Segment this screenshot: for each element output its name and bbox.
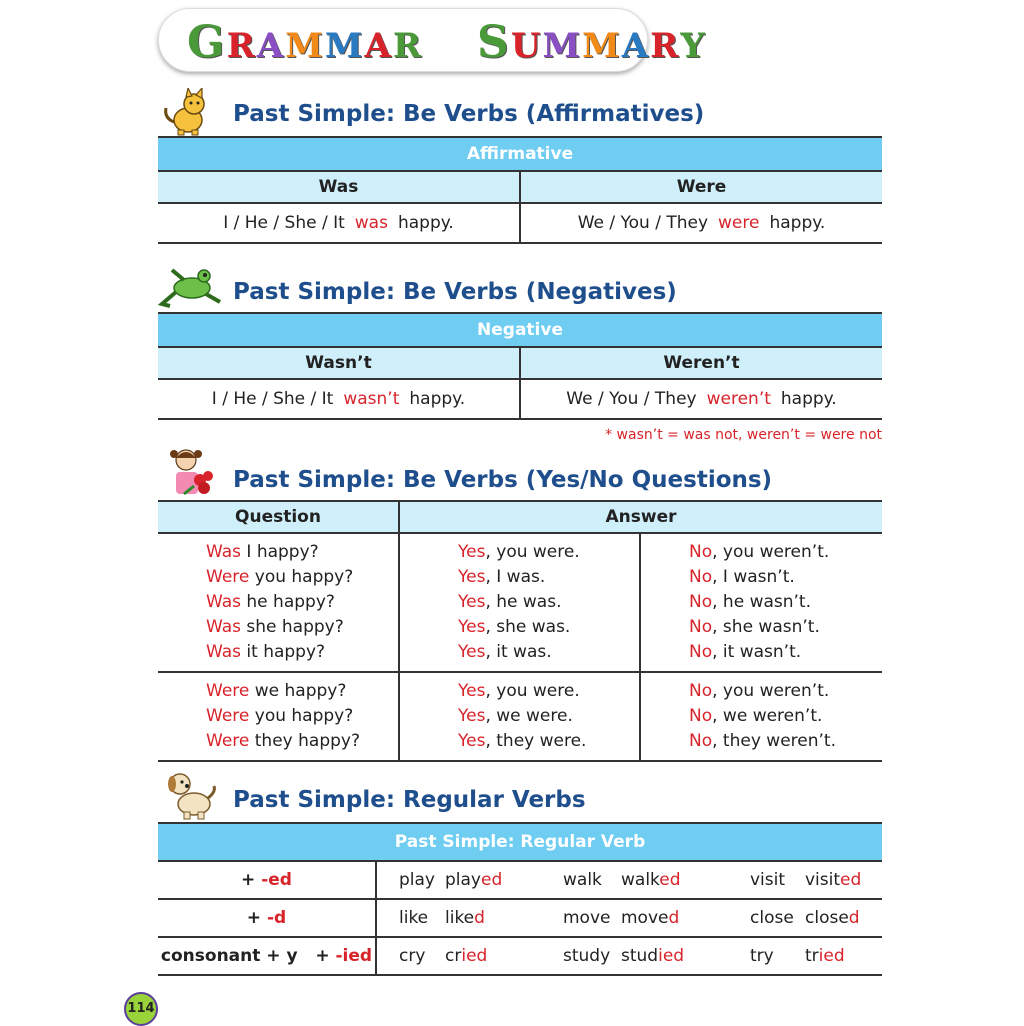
yes-answer-rest: , I was. (485, 567, 546, 587)
no-answer-rest: , you weren’t. (712, 542, 830, 562)
table-cell (520, 379, 882, 419)
no-answer-keyword: No (689, 731, 713, 751)
question-cell (158, 533, 399, 672)
question-line (206, 590, 398, 615)
girl-with-flowers-icon (164, 446, 216, 498)
base-verb: close (728, 899, 797, 937)
no-answer-keyword: No (689, 706, 713, 726)
yes-answer-keyword: Yes (458, 681, 486, 701)
page-number: 114 (124, 992, 158, 1026)
yes-answer-rest: , she was. (485, 617, 571, 637)
question-keyword: Was (206, 542, 241, 562)
yes-answer-rest: , we were. (485, 706, 573, 726)
banner-letter: S (477, 17, 511, 68)
past-verb-ending: d (668, 908, 680, 928)
table-bar-negative: Negative (158, 313, 882, 347)
past-verb-ending: d (848, 908, 860, 928)
rule-suffix: -ied (335, 946, 373, 966)
question-keyword: Were (206, 731, 250, 751)
question-rest: you happy? (249, 706, 354, 726)
yes-no-table (158, 500, 882, 762)
affirmative-table (158, 136, 882, 244)
no-answer-rest: , it wasn’t. (712, 642, 802, 662)
yes-answer-cell (399, 533, 640, 672)
past-verb (437, 899, 541, 937)
no-answer-rest: , he wasn’t. (712, 592, 811, 612)
question-line (206, 565, 398, 590)
yes-answer-keyword: Yes (458, 642, 486, 662)
yes-answer-line (458, 615, 639, 640)
column-header-answer: Answer (399, 501, 882, 533)
rule-label (158, 937, 376, 975)
past-verb-stem: like (445, 908, 475, 928)
past-verb (797, 861, 882, 899)
yes-answer-keyword: Yes (458, 567, 486, 587)
no-answer-line (689, 729, 882, 754)
regular-verbs-table (158, 822, 882, 976)
no-answer-line (689, 679, 882, 704)
yes-answer-cell (399, 672, 640, 761)
column-header-question: Question (158, 501, 399, 533)
section-title-yes-no-questions: Past Simple: Be Verbs (Yes/No Questions) (233, 467, 773, 493)
question-line (206, 640, 398, 665)
ending-text: happy. (397, 213, 454, 233)
question-line (206, 729, 398, 754)
negative-table (158, 312, 882, 420)
no-answer-keyword: No (689, 642, 713, 662)
yes-answer-line (458, 590, 639, 615)
yes-answer-keyword: Yes (458, 542, 486, 562)
subject-text: We / You / They (577, 213, 709, 233)
ending-text: happy. (409, 389, 466, 409)
table-row (158, 533, 882, 672)
question-keyword: Were (206, 681, 250, 701)
banner-letter: A (621, 26, 651, 66)
past-verb-stem: move (621, 908, 669, 928)
no-answer-line (689, 590, 882, 615)
past-verb-ending: ied (818, 946, 845, 966)
question-line (206, 679, 398, 704)
no-answer-rest: , they weren’t. (712, 731, 836, 751)
rule-plus: + (246, 908, 267, 928)
question-line (206, 540, 398, 565)
question-rest: I happy? (241, 542, 319, 562)
yes-answer-rest: , it was. (485, 642, 552, 662)
ending-text: happy. (780, 389, 837, 409)
frog-icon (158, 264, 224, 310)
question-rest: it happy? (241, 642, 326, 662)
no-answer-keyword: No (689, 567, 713, 587)
yes-answer-rest: , they were. (485, 731, 587, 751)
past-verb-stem: tr (805, 946, 819, 966)
past-verb-ending: ied (658, 946, 685, 966)
question-line (206, 704, 398, 729)
banner-letter: G (187, 17, 227, 68)
section-title-negatives: Past Simple: Be Verbs (Negatives) (233, 279, 677, 305)
past-verb-ending: d (474, 908, 485, 928)
title-banner (158, 8, 707, 72)
past-verb-stem: walk (621, 870, 660, 890)
banner-letter: M (542, 26, 583, 66)
no-answer-cell (640, 533, 882, 672)
base-verb: move (541, 899, 613, 937)
rule-suffix: -d (266, 908, 287, 928)
banner-letter: R (392, 26, 424, 66)
past-verb-ending: ed (659, 870, 681, 890)
table-row (158, 937, 882, 975)
question-line (206, 615, 398, 640)
no-answer-keyword: No (689, 592, 713, 612)
yes-answer-line (458, 640, 639, 665)
no-answer-keyword: No (689, 681, 713, 701)
no-answer-line (689, 704, 882, 729)
subject-text: I / He / She / It (211, 389, 334, 409)
yes-answer-line (458, 540, 639, 565)
table-cell (158, 379, 520, 419)
question-keyword: Was (206, 642, 241, 662)
subject-text: We / You / They (566, 389, 697, 409)
question-keyword: Were (206, 567, 250, 587)
contraction-note: * wasn’t = was not, weren’t = were not (605, 427, 882, 443)
yes-answer-line (458, 729, 639, 754)
banner-letter: R (226, 26, 257, 66)
question-rest: she happy? (241, 617, 344, 637)
section-title-affirmatives: Past Simple: Be Verbs (Affirmatives) (233, 101, 705, 127)
table-row (158, 672, 882, 761)
banner-title (187, 17, 707, 68)
no-answer-rest: , you weren’t. (712, 681, 830, 701)
verb-text: were (718, 213, 760, 233)
yes-answer-line (458, 565, 639, 590)
no-answer-line (689, 565, 882, 590)
table-row (158, 899, 882, 937)
cat-icon (160, 88, 216, 136)
question-rest: he happy? (241, 592, 335, 612)
base-verb: cry (376, 937, 437, 975)
past-verb-ending: ed (840, 870, 862, 890)
yes-answer-line (458, 704, 639, 729)
past-verb-stem: stud (621, 946, 659, 966)
yes-answer-rest: , he was. (485, 592, 562, 612)
table-cell (158, 203, 520, 243)
past-verb-ending: ed (481, 870, 503, 890)
banner-letter: A (364, 26, 393, 66)
base-verb: play (376, 861, 437, 899)
no-answer-line (689, 640, 882, 665)
yes-answer-rest: , you were. (485, 681, 580, 701)
column-header-were: Were (520, 171, 882, 203)
banner-letter: R (650, 26, 681, 66)
past-verb (613, 937, 728, 975)
past-verb-stem: cr (445, 946, 462, 966)
banner-letter: Y (680, 26, 707, 66)
verb-text: weren’t (706, 389, 771, 409)
past-verb-stem: play (445, 870, 481, 890)
no-answer-line (689, 615, 882, 640)
question-keyword: Were (206, 706, 250, 726)
yes-answer-keyword: Yes (458, 617, 486, 637)
banner-letter: A (256, 26, 286, 66)
rule-label (158, 899, 376, 937)
past-verb (613, 899, 728, 937)
no-answer-rest: , she wasn’t. (712, 617, 820, 637)
past-verb-stem: close (805, 908, 849, 928)
table-cell (520, 203, 882, 243)
yes-answer-keyword: Yes (458, 706, 486, 726)
table-bar-regular-verb: Past Simple: Regular Verb (158, 823, 882, 861)
rule-prefix: consonant + y (160, 946, 316, 966)
yes-answer-line (458, 679, 639, 704)
past-verb (437, 937, 541, 975)
table-bar-affirmative: Affirmative (158, 137, 882, 171)
no-answer-keyword: No (689, 617, 713, 637)
banner-title-word2 (477, 17, 707, 68)
banner-letter: M (285, 26, 325, 66)
yes-answer-rest: , you were. (485, 542, 580, 562)
column-header-werent: Weren’t (520, 347, 882, 379)
past-verb (437, 861, 541, 899)
verb-text: was (354, 213, 388, 233)
yes-answer-keyword: Yes (458, 592, 486, 612)
past-verb (797, 899, 882, 937)
question-keyword: Was (206, 592, 241, 612)
question-rest: you happy? (249, 567, 354, 587)
past-verb-ending: ied (461, 946, 488, 966)
no-answer-cell (640, 672, 882, 761)
question-rest: they happy? (249, 731, 360, 751)
no-answer-keyword: No (689, 542, 713, 562)
table-row (158, 861, 882, 899)
ending-text: happy. (769, 213, 826, 233)
rule-plus: + (241, 870, 262, 890)
section-title-regular-verbs: Past Simple: Regular Verbs (233, 787, 586, 813)
rule-label (158, 861, 376, 899)
no-answer-line (689, 540, 882, 565)
yes-answer-keyword: Yes (458, 731, 486, 751)
base-verb: walk (541, 861, 613, 899)
question-cell (158, 672, 399, 761)
past-verb-stem: visit (805, 870, 841, 890)
rule-suffix: -ed (261, 870, 292, 890)
base-verb: like (376, 899, 437, 937)
no-answer-rest: , we weren’t. (712, 706, 823, 726)
question-rest: we happy? (249, 681, 347, 701)
verb-text: wasn’t (343, 389, 400, 409)
question-keyword: Was (206, 617, 241, 637)
base-verb: try (728, 937, 797, 975)
rule-plus: + (315, 946, 336, 966)
no-answer-rest: , I wasn’t. (712, 567, 795, 587)
dog-icon (162, 768, 218, 820)
base-verb: study (541, 937, 613, 975)
banner-letter: M (582, 26, 622, 66)
column-header-wasnt: Wasn’t (158, 347, 520, 379)
base-verb: visit (728, 861, 797, 899)
banner-title-word1 (187, 17, 423, 68)
past-verb (613, 861, 728, 899)
subject-text: I / He / She / It (223, 213, 345, 233)
column-header-was: Was (158, 171, 520, 203)
banner-letter: U (510, 26, 543, 66)
banner-letter: M (324, 26, 365, 66)
past-verb (797, 937, 882, 975)
